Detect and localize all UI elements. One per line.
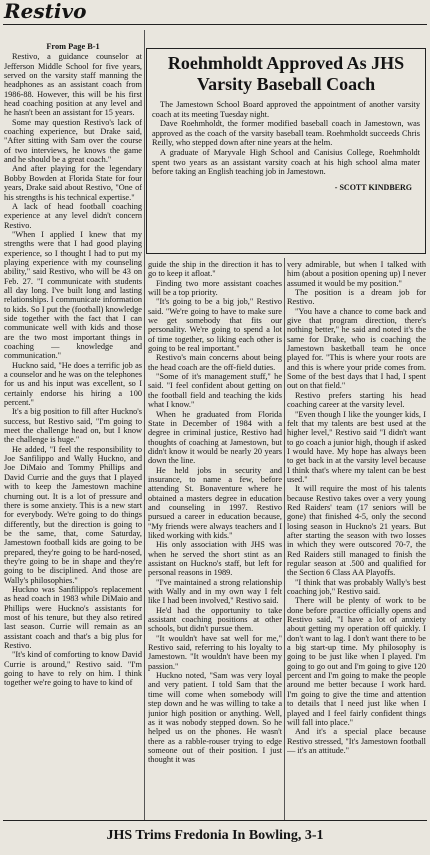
paragraph: Huckno noted, "Sam was very loyal and very patient. I told Sam that the time will come when somebody will step down and he was willing to take a junior high position or anything. Well, as it was nobody stepped down. So he helped us on the phones. He wasn't there as a rabble-rouser trying to edge someone out of their position. I just thought it was [148,671,282,765]
column-divider [284,258,285,820]
sidebar-body [152,100,420,177]
jump-label: From Page B-1 [46,42,100,51]
paragraph: He added, "I feel the responsibility to Joe Sanfilippo and Wally Huckno, and Joe DiMaio and Tommy Phillips and David Currie and the guys that I played with to keep the Jamestown machine churning out. It is a lot of pressure and there is some anxiety. This is a new start for everybody. We're going to do things differently, but the direction is going to be the same, that, come Saturday, Jamestown football kids are going to be prepared, they're going to be hard-nosed, they're going to be in shape and they're going to be disciplined. And those are Wally's philosophies." [4,444,142,585]
paragraph: "When I applied I knew that my strengths were that I had good playing experience, so I thought I had to put my playing experience with my counseling ability," said Restivo, who will be 43 on Feb. 27. "I communicate with students all day long. I've built long and lasting relationships. I communicate information to kids. So I put the (football) knowledge side together with the fact that I can communicate well with kids and those are the two most important things in coaching — knowledge and communication." [4,229,142,361]
paragraph: His only association with JHS was when he served the short stint as an assistant on Huckno's staff, but left for personal reasons in 1989. [148,540,282,578]
paragraph: And it's a special place because Restivo stressed, "It's Jamestown football — it's an attitude." [287,727,426,755]
column-1-text [4,52,142,687]
bottom-rule [3,820,427,821]
paragraph: There will be plenty of work to be done before practice officially opens and Restivo said, "I have a lot of anxiety about getting my operation off quickly. I don't want to lag. I don't want there to be a big start-up time. My philosophy is going to be just like when I played. I'm going to go out and I'm going to give 120 percent and I'm going to make the people around me better because I work hard. I'm going to give the time and attention to details that I need just like when I played and I feel fairly confident things will fall into place." [287,596,426,727]
column-divider [144,30,145,820]
paragraph: Dave Roehmholdt, the former modified baseball coach in Jamestown, was approved as the coach of the varsity baseball team. Roehmholdt succeeds Chris Reilly, who stepped down after nine years at the helm. [152,119,420,148]
paragraph: very admirable, but when I talked with him (about a position opening up) I never assumed it would be my position." [287,260,426,288]
column-2-text [148,260,282,765]
column-1 [4,42,142,795]
paragraph: "It's kind of comforting to know David Currie is around," Restivo said. "I'm going to have to rely on him. I think together we're going to have to kind of [4,650,142,688]
paragraph: Restivo's main concerns about being the head coach are the off-field duties. [148,353,282,372]
paragraph: And after playing for the legendary Bobby Bowden at Florida State for four years, Drake said about Restivo, "One of his strengths is his technical expertise." [4,164,142,202]
paragraph: "It wouldn't have sat well for me," Restivo said, referring to his loyalty to Jamestown. "It wouldn't have been my passion." [148,633,282,671]
paragraph: It will require the most of his talents because Restivo takes over a very young Red Raiders' team (17 seniors will be gone) that finished 4-5, only the second losing season in Huckno's 21 years. But after starting the season with two losses in which they were outscored 70-7, the Red Raiders still managed to finish the regular season at .500 and qualified for the Section 6 Class AA Playoffs. [287,484,426,578]
paragraph: "I've maintained a strong relationship with Wally and in my own way I felt like I had been involved," Restivo said. [148,577,282,606]
paragraph: Huckno said, "He does a terrific job as a counselor and he was on the telephones for us and his input was excellent, so I certainly endorse his hiring a 100 percent." [4,360,142,408]
paragraph: When he graduated from Florida State in December of 1984 with a degree in criminal justice, Restivo had thoughts of coaching at Jamestown, but didn't know it would be nearly 20 years down the line. [148,409,282,466]
column-3-text [287,260,426,755]
paragraph: "I think that was probably Wally's best coaching job," Restivo said. [287,577,426,597]
bottom-headline: JHS Trims Fredonia In Bowling, 3-1 [106,828,324,843]
paragraph: The Jamestown School Board approved the appointment of another varsity coach at its meeting Tuesday night. [152,100,420,119]
paragraph: "Even though I like the younger kids, I felt that my talents are best used at the higher level," Restivo said "I didn't want to go coach a junior high, though if asked I would have. My hope has always been to get back in at the varsity level because I think that's where my talent can be best used." [287,409,426,484]
paragraph: Some may question Restivo's lack of coaching experience, but Drake said, "After sitting with Sam over the course of two interviews, he knows the game and he should be a great coach." [4,117,142,165]
paragraph: Restivo prefers starting his head coaching career at the varsity level. [287,390,426,410]
paragraph: The position is a dream job for Restivo. [287,288,426,307]
sidebar-headline: Roehmholdt Approved As JHS Varsity Baseball Coach [167,53,405,94]
paragraph: "It's going to be a big job," Restivo said. "We're going to have to make sure we get somebody that fits our personality. We're going to spend a lot of time together, so liking each other is going to be real important." [148,297,282,354]
section-title: Restivo [4,0,87,23]
paragraph: Huckno was Sanfilippo's replacement as head coach in 1983 while DiMaio and Phillips were Huckno's assistants for most of his tenure, but they also retired last season. Currie will remain as an assistant coach and that's a big plus for Restivo. [4,584,142,650]
section-rule [3,24,427,25]
sidebar-box [146,48,426,254]
paragraph: He held jobs in security and insurance, to name a few, before attending St. Bonaventure where he obtained a masters degree in education and counseling in 1997. Restivo pursued a career in education because, "My friends were always teachers and I liked working with kids." [148,465,282,540]
column-3 [287,260,426,795]
paragraph: "You have a chance to come back and give that program direction, there's nothing better," he said and noted it's the same for Drake, who is coaching the Jamestown basketball team he once played for. "This is where your roots are and this is where your pride comes from. Some of the best days that I had, I spent out on that field." [287,306,426,391]
paragraph: "Some of it's management stuff," he said. "I feel confident about getting on the football field and teaching the kids what I know." [148,372,282,410]
paragraph: Finding two more assistant coaches will be a top priority. [148,278,282,298]
column-2 [148,260,282,795]
paragraph: It's a big position to fill after Huckno's success, but Restivo said, "I'm going to meet the challenge head on, but I know the challenge is huge." [4,407,142,445]
paragraph: A graduate of Maryvale High School and Canisius College, Roehmholdt spent two years as an assistant varsity coach at his high school alma mater before taking an English teaching job in Jamestown. [152,147,420,177]
paragraph: Restivo, a guidance counselor at Jefferson Middle School for five years, served on the varsity staff manning the headphones as an assistant coach from 1986-88. However, this will be his first head coaching position at any level and he hasn't been an assistant for 15 years. [4,52,142,118]
paragraph: A lack of head football coaching experience at any level didn't concern Restivo. [4,201,142,230]
sidebar-byline: - SCOTT KINDBERG [334,182,412,192]
paragraph: He'd had the opportunity to take assistant coaching positions at other schools, but didn't pursue them. [148,605,282,634]
paragraph: guide the ship in the direction it has to go to keep it afloat." [148,260,282,279]
